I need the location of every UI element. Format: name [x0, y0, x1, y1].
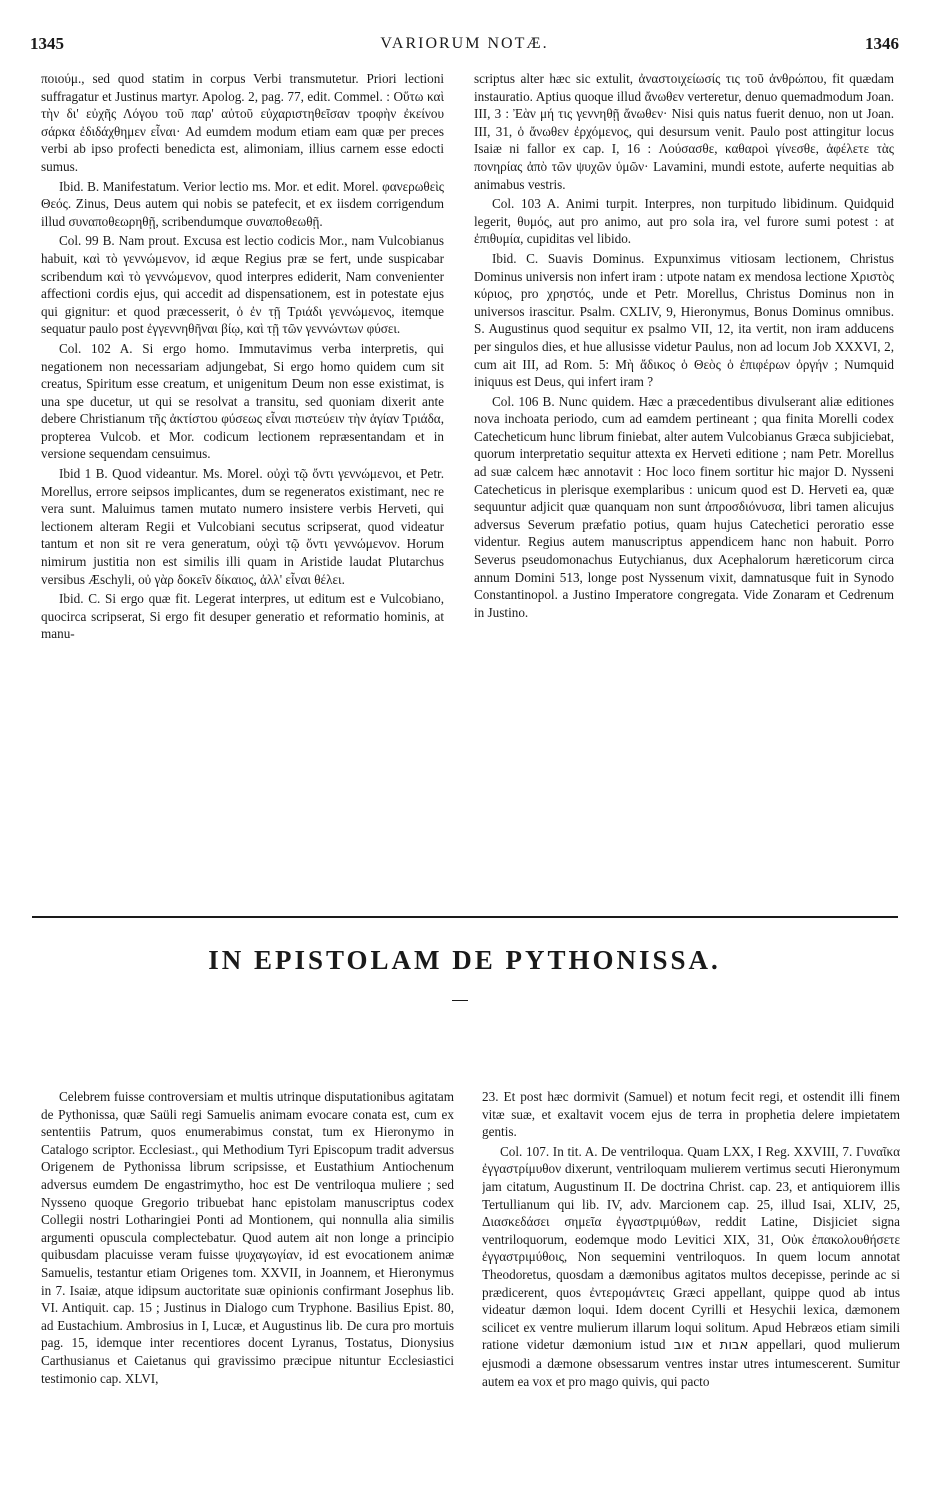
- note-paragraph: Col. 106 B. Nunc quidem. Hæc a præcedentibus divulserant aliæ editiones nova inchoata periodo, cum ad eamdem pertineant ; qua finita Morelli codex Catecheticum hunc librum finiebat, alter autem Vulcobianus Græca subjiciebat, quorum interpretatio sequitur attexta ex Herveti editione ; nam Petr. Morellus ad suæ calcem hæc annotavit : Hoc loco finem sortitur hic major D. Nysseni Catecheticus in plerisque exemplaribus : unicum quod est D. Herveti ea, quæ sequuntur adjicit quæ quanquam non sunt ἀπροσδιόνυσα, libri tamen alicujus adversus Severum præfatio potius, quam hujus Catechetici peroratio esse videntur. Regius autem manuscriptus appendicem hanc non habuit. Porro Severus pseudomonachus Eutychianus, dux Acephalorum hæreticorum circa annum Domini 513, longe post Nyssenum vixit, damnatusque fuit in Synodo Constantinopol. a Justino Imperatore congregata. Vide Zonaram et Cedrenum in Justino.: [474, 393, 894, 620]
- hebrew-word-ob: אוב: [673, 1338, 694, 1354]
- notes-column-left: [41, 70, 444, 918]
- note-text: Col. 107. In tit. A. De ventriloqua. Quam LXX, I Reg. XXVIII, 7. Γυναῖκα ἐγγαστρίμυθον dixerunt, ventriloquam mulierem vertimus secuti Hieronymum jam citatum, Augustinum II. De doctrina Christ. cap. 23, et antiquiorem illis Tertullianum qui lib. IV, adv. Marcionem cap. 25, illud Isai, XLIV, 25, Διασκεδάσει σημεῖα ἐγγαστριμύθων, reddit Latine, Disjiciet signa ventriloquorum, eodemque modo Levitici XIX, 31, Οὐκ ἐπακολουθήσετε ἐγγαστριμύθοις, Non sequemini ventriloquos. In quem locum annotat Theodoretus, quosdam a dæmonibus agitatos multos decepisse, perinde ac si prædicerent, quos ἐντερομάντεις Græci appellant, quippe quod ab intus videatur dæmon loqui. Idem docent Cyrilli et Hesychii lexica, dæmonem scilicet ex ventre mulierum illarum loqui solitum. Apud Hebræos etiam simili ratione videtur dæmonium istud: [482, 1143, 900, 1353]
- epistle-column-right: [482, 1088, 900, 1488]
- note-paragraph: 23. Et post hæc dormivit (Samuel) et notum fecit regi, et ostendit illi finem vitæ suæ, et exaltavit vocem ejus de terra in prophetia delere impietatem gentis.: [482, 1089, 900, 1140]
- note-paragraph: Col. 102 A. Si ergo homo. Immutavimus verba interpretis, qui negationem non necessariam adjungebat, Si ergo homo quidem cum sit creatus, Spiritum esse creatum, et unigenitum Deum non esse existimat, is una spe ducetur, ut qui se resolvat a transitu, sed quoniam dixerit ante debere Christianum τῆς ἀκτίστου φύσεως εἶναι πιστεύειν τὴν ἁγίαν Τριάδα, propterea Vulcob. et Mor. codicum lectionem repræsentandam et in versione sequendam censuimus.: [41, 340, 444, 462]
- right-page-number: 1346: [865, 34, 899, 53]
- epistle-column-left: [41, 1088, 454, 1488]
- note-paragraph: Ibid 1 B. Quod videantur. Ms. Morel. οὐχὶ τῷ ὄντι γεννώμενοι, et Petr. Morellus, errore seipsos implicantes, dum se regeneratos existimant, nec re vera sunt. Maluimus tamen mutato numero insistere verbis Herveti, qui lectionem alteram Regii et Vulcobiani secutus scripserat, quod videatur tantum et non sit re vera generatum, οὐχὶ τῷ ὄντι γεννώμενον. Horum nimirum justitia non est similis illi quam in Aristide laudat Plutarchus versibus Æschyli, οὐ γὰρ δοκεῖν δίκαιος, ἀλλ' εἶναι θέλει.: [41, 466, 444, 587]
- section-title: IN EPISTOLAM DE PYTHONISSA.: [208, 945, 721, 975]
- note-paragraph: Col. 99 B. Nam prout. Excusa est lectio codicis Mor., nam Vulcobianus habuit, καὶ τὸ γεννώμενον, id æque Regius præ se fert, unde suspicabar scribendum καὶ τὸ γεννώμενον, quod interpres ediderit, Nam convenienter affectioni cordis ejus, qui accedit ad dispensationem, est in potestate ejus qui gignitur: et quod præcesserit, ὁ ἐν τῇ Τριάδι γεννώμενος, itemque sequatur paulo post ἐγγεννηθῆναι βίῳ, καὶ τῇ τῶν γεννώντων φύσει.: [41, 233, 444, 337]
- note-paragraph: Ibid. C. Si ergo quæ fit. Legerat interpres, ut editum est e Vulcobiano, quocirca scripserat, Si ergo fit desuper generatio et reformatio hominis, at manu-: [41, 591, 444, 642]
- note-paragraph: Ibid. C. Suavis Dominus. Expunximus vitiosam lectionem, Christus Dominus universis non infert iram : utpote natam ex mendosa lectione Χριστὸς κύριος, pro χρηστός, unde et Petr. Morellus, Christus Dominus non in universos irascitur. Psalm. CXLIV, 9, Hieronymus, Bonus Dominus omnibus. S. Augustinus quod sequitur ex psalmo VII, 12, ita vertit, non iram adducens per singulos dies, et hue allusisse videtur Paulus, non ad locum Job XXXVI, 2, cum ait III, ad Rom. 5: Μὴ ἄδικος ὁ Θεὸς ὁ ἐπιφέρων ὀργήν ; Numquid iniquus est Deus, qui infert iram ?: [474, 250, 894, 390]
- note-paragraph: scriptus alter hæc sic extulit, ἀναστοιχείωσίς τις τοῦ ἀνθρώπου, fit quædam instauratio. Aptius quoque illud ἄνωθεν verteretur, denuo quemadmodum Joan. III, 3 : Ἐὰν μή τις γεννηθῇ ἄνωθεν· Nisi quis natus fuerit denuo, non ut Joan. III, 31, ὁ ἄνωθεν ἐρχόμενος, qui desursum venit. Paulo post attingitur locus Isaiæ ni fallor ex cap. I, 16 : Λούσασθε, καθαροὶ γίνεσθε, ἀφέλετε τὰς πονηρίας ἀπὸ τῶν ψυχῶν ὑμῶν· Lavamini, mundi estote, auferte nequitias ab animabus vestris.: [474, 71, 894, 192]
- conjunction-text: et: [693, 1337, 720, 1353]
- left-page-number: 1345: [30, 34, 64, 53]
- note-paragraph: Col. 103 A. Animi turpit. Interpres, non turpitudo libidinum. Quidquid legerit, θυμός, aut pro animo, aut pro sola ira, vel furore sumi potest : at ἐπιθυμία, cupiditas vel libido.: [474, 196, 894, 247]
- intro-paragraph: Celebrem fuisse controversiam et multis utrinque disputationibus agitatam de Pythonissa, quæ Saüli regi Samuelis animam evocare conata est, cum ex sententiis Patrum, quos enumerabimus constat, tum ex Hieronymo in Catalogo scriptor. Ecclesiast., qui Methodium Tyri Episcopum tradit adversus Origenem de Pythonissa librum scripsisse, et Eustathium Antiochenum adversus eumdem De engastrimytho, hoc est De ventriloqua muliere ; sed Nysseno quoque Gregorio tribuebat hanc epistolam manuscriptus codex Collegii nostri Lotharingiei Ponti ad Montionem, qui nonnulla alia similis argumenti opuscula complectebatur. Quod autem ait non longe a principio quibusdam placuisse veram fuisse ψυχαγωγίαν, id est evocationem animæ Samuelis, testantur etiam Origenes tom. XXVII, in Joannem, et Hieronymus in 7. Isaiæ, atque idipsum auctoritate suæ opinionis confirmant Josephus lib. VI. Antiquit. cap. 15 ; Justinus in Dialogo cum Tryphone. Basilius Epist. 80, ad Eustachium. Ambrosius in I, Lucæ, et Augustinus lib. De cura pro mortuis pag. 15, idemque inter recentiores docent Lyranus, Tostatus, Dionysius Carthusianus et Caietanus qui gravissimo præcipue nituntur Ecclesiastici testimonio cap. XLVI,: [41, 1089, 454, 1386]
- note-text-tail: appellari, quod mulierum ejusmodi a dæmone obsessarum ventres instar utres intumescerent. Sumitur autem ea vox et pro mago quivis, qui pacto: [482, 1337, 900, 1389]
- title-ornament-dash: [452, 1000, 468, 1001]
- note-paragraph: ποιούμ., sed quod statim in corpus Verbi transmutetur. Priori lectioni suffragatur et Justinus martyr. Apolog. 2, pag. 77, edit. Commel. : Οὕτω καὶ τὴν δι' εὐχῆς Λόγου τοῦ παρ' αὐτοῦ εὐχαριστηθεῖσαν τροφὴν ἐκείνου σάρκα ἐδιδάχθημεν εἶναι· Ad eumdem modum etiam eam quæ per preces verbi ab ipso profecti benedicta est, alimoniam, illius carnem esse edocti sumus.: [41, 71, 444, 174]
- hebrew-word-aboth: אבות: [719, 1338, 749, 1354]
- running-title: VARIORUM NOTÆ.: [380, 35, 549, 52]
- section-divider: [32, 916, 898, 918]
- note-paragraph: Ibid. B. Manifestatum. Verior lectio ms. Mor. et edit. Morel. φανερωθεὶς Θεός. Zinus, Deus autem qui nobis se patefecit, et ex iisdem corrigendum illud συναποθεωρηθῇ, scribendumque συναποθεωθῇ.: [41, 178, 444, 229]
- running-header: [30, 34, 899, 58]
- note-paragraph: [482, 1143, 900, 1390]
- notes-column-right: [474, 70, 894, 918]
